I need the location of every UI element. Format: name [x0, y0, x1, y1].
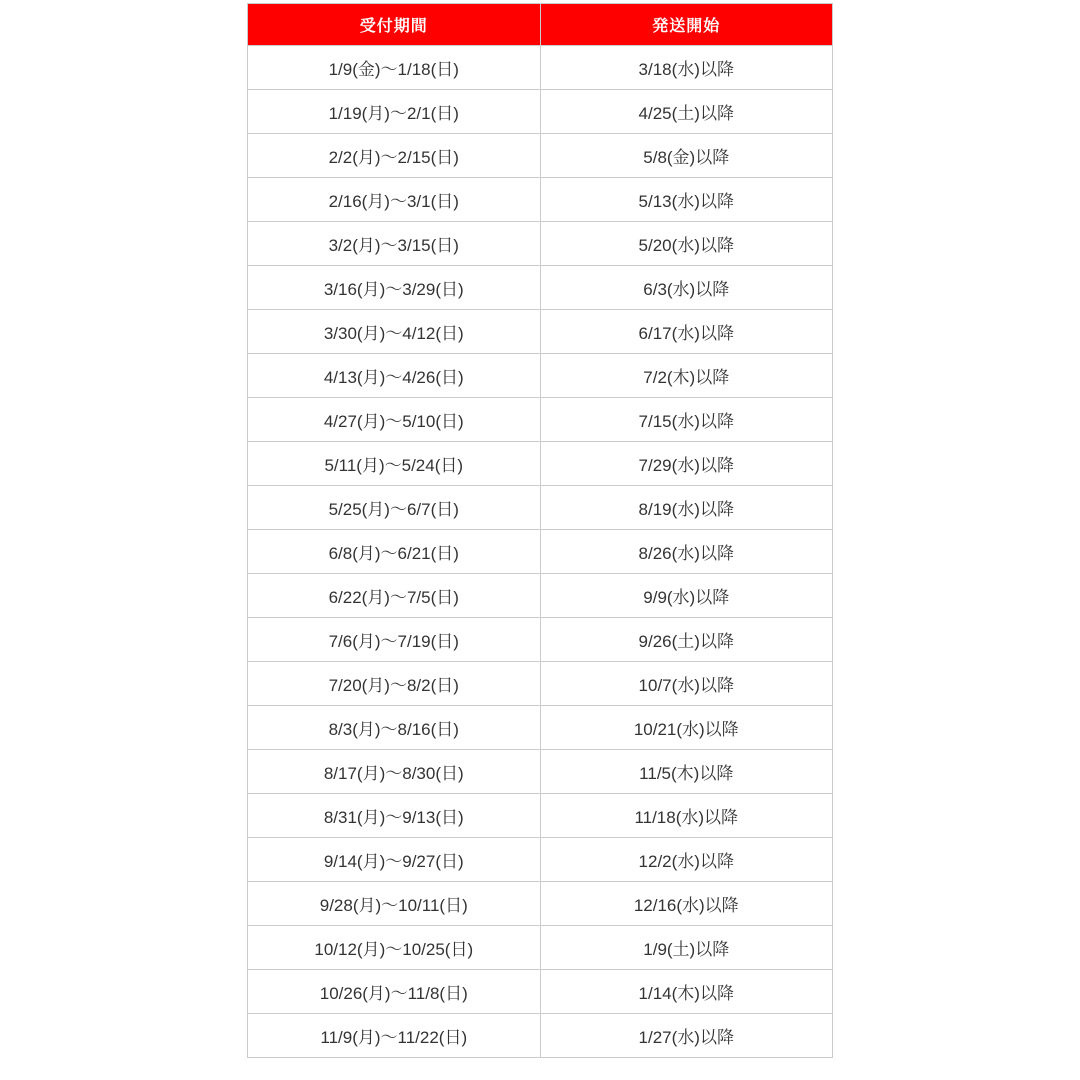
cell-reception-period: 5/25(月)～6/7(日) — [248, 486, 541, 530]
table-row — [248, 706, 833, 750]
table-row — [248, 838, 833, 882]
cell-reception-period: 5/11(月)～5/24(日) — [248, 442, 541, 486]
cell-shipping-start: 9/26(土)以降 — [540, 618, 833, 662]
cell-shipping-start: 12/2(水)以降 — [540, 838, 833, 882]
table-row — [248, 178, 833, 222]
cell-reception-period: 9/28(月)～10/11(日) — [248, 882, 541, 926]
table-row — [248, 618, 833, 662]
table-row — [248, 442, 833, 486]
cell-shipping-start: 5/20(水)以降 — [540, 222, 833, 266]
cell-reception-period: 9/14(月)～9/27(日) — [248, 838, 541, 882]
cell-reception-period: 3/16(月)～3/29(日) — [248, 266, 541, 310]
table-row — [248, 882, 833, 926]
table-row — [248, 1014, 833, 1058]
table-row — [248, 970, 833, 1014]
cell-shipping-start: 4/25(土)以降 — [540, 90, 833, 134]
cell-reception-period: 8/17(月)～8/30(日) — [248, 750, 541, 794]
cell-reception-period: 8/31(月)～9/13(日) — [248, 794, 541, 838]
table-row — [248, 750, 833, 794]
table-row — [248, 926, 833, 970]
cell-shipping-start: 11/5(木)以降 — [540, 750, 833, 794]
table-body — [248, 46, 833, 1058]
cell-reception-period: 7/20(月)～8/2(日) — [248, 662, 541, 706]
table-row — [248, 354, 833, 398]
cell-shipping-start: 6/17(水)以降 — [540, 310, 833, 354]
shipping-schedule-table — [247, 3, 833, 1058]
table-row — [248, 398, 833, 442]
cell-reception-period: 3/30(月)～4/12(日) — [248, 310, 541, 354]
table-header — [248, 4, 833, 46]
cell-shipping-start: 7/29(水)以降 — [540, 442, 833, 486]
cell-shipping-start: 5/13(水)以降 — [540, 178, 833, 222]
cell-reception-period: 6/8(月)～6/21(日) — [248, 530, 541, 574]
header-reception-period: 受付期間 — [248, 4, 541, 46]
table-row — [248, 794, 833, 838]
cell-reception-period: 2/16(月)～3/1(日) — [248, 178, 541, 222]
table-row — [248, 574, 833, 618]
cell-shipping-start: 10/21(水)以降 — [540, 706, 833, 750]
cell-reception-period: 4/27(月)～5/10(日) — [248, 398, 541, 442]
header-shipping-start: 発送開始 — [540, 4, 833, 46]
cell-reception-period: 1/9(金)～1/18(日) — [248, 46, 541, 90]
cell-shipping-start: 1/9(土)以降 — [540, 926, 833, 970]
cell-reception-period: 10/26(月)～11/8(日) — [248, 970, 541, 1014]
table-row — [248, 486, 833, 530]
cell-shipping-start: 10/7(水)以降 — [540, 662, 833, 706]
cell-shipping-start: 3/18(水)以降 — [540, 46, 833, 90]
table-row — [248, 530, 833, 574]
cell-shipping-start: 8/19(水)以降 — [540, 486, 833, 530]
cell-shipping-start: 1/27(水)以降 — [540, 1014, 833, 1058]
cell-reception-period: 6/22(月)～7/5(日) — [248, 574, 541, 618]
cell-reception-period: 1/19(月)～2/1(日) — [248, 90, 541, 134]
cell-reception-period: 11/9(月)～11/22(日) — [248, 1014, 541, 1058]
table-row — [248, 46, 833, 90]
cell-reception-period: 7/6(月)～7/19(日) — [248, 618, 541, 662]
cell-shipping-start: 9/9(水)以降 — [540, 574, 833, 618]
cell-reception-period: 3/2(月)～3/15(日) — [248, 222, 541, 266]
table-row — [248, 222, 833, 266]
cell-shipping-start: 12/16(水)以降 — [540, 882, 833, 926]
table-row — [248, 90, 833, 134]
table-row — [248, 134, 833, 178]
cell-reception-period: 10/12(月)～10/25(日) — [248, 926, 541, 970]
cell-shipping-start: 6/3(水)以降 — [540, 266, 833, 310]
table-row — [248, 310, 833, 354]
cell-reception-period: 2/2(月)～2/15(日) — [248, 134, 541, 178]
header-row — [248, 4, 833, 46]
table-row — [248, 662, 833, 706]
cell-shipping-start: 8/26(水)以降 — [540, 530, 833, 574]
cell-shipping-start: 1/14(木)以降 — [540, 970, 833, 1014]
cell-reception-period: 4/13(月)～4/26(日) — [248, 354, 541, 398]
table-row — [248, 266, 833, 310]
cell-shipping-start: 11/18(水)以降 — [540, 794, 833, 838]
cell-shipping-start: 7/15(水)以降 — [540, 398, 833, 442]
cell-reception-period: 8/3(月)～8/16(日) — [248, 706, 541, 750]
cell-shipping-start: 7/2(木)以降 — [540, 354, 833, 398]
cell-shipping-start: 5/8(金)以降 — [540, 134, 833, 178]
